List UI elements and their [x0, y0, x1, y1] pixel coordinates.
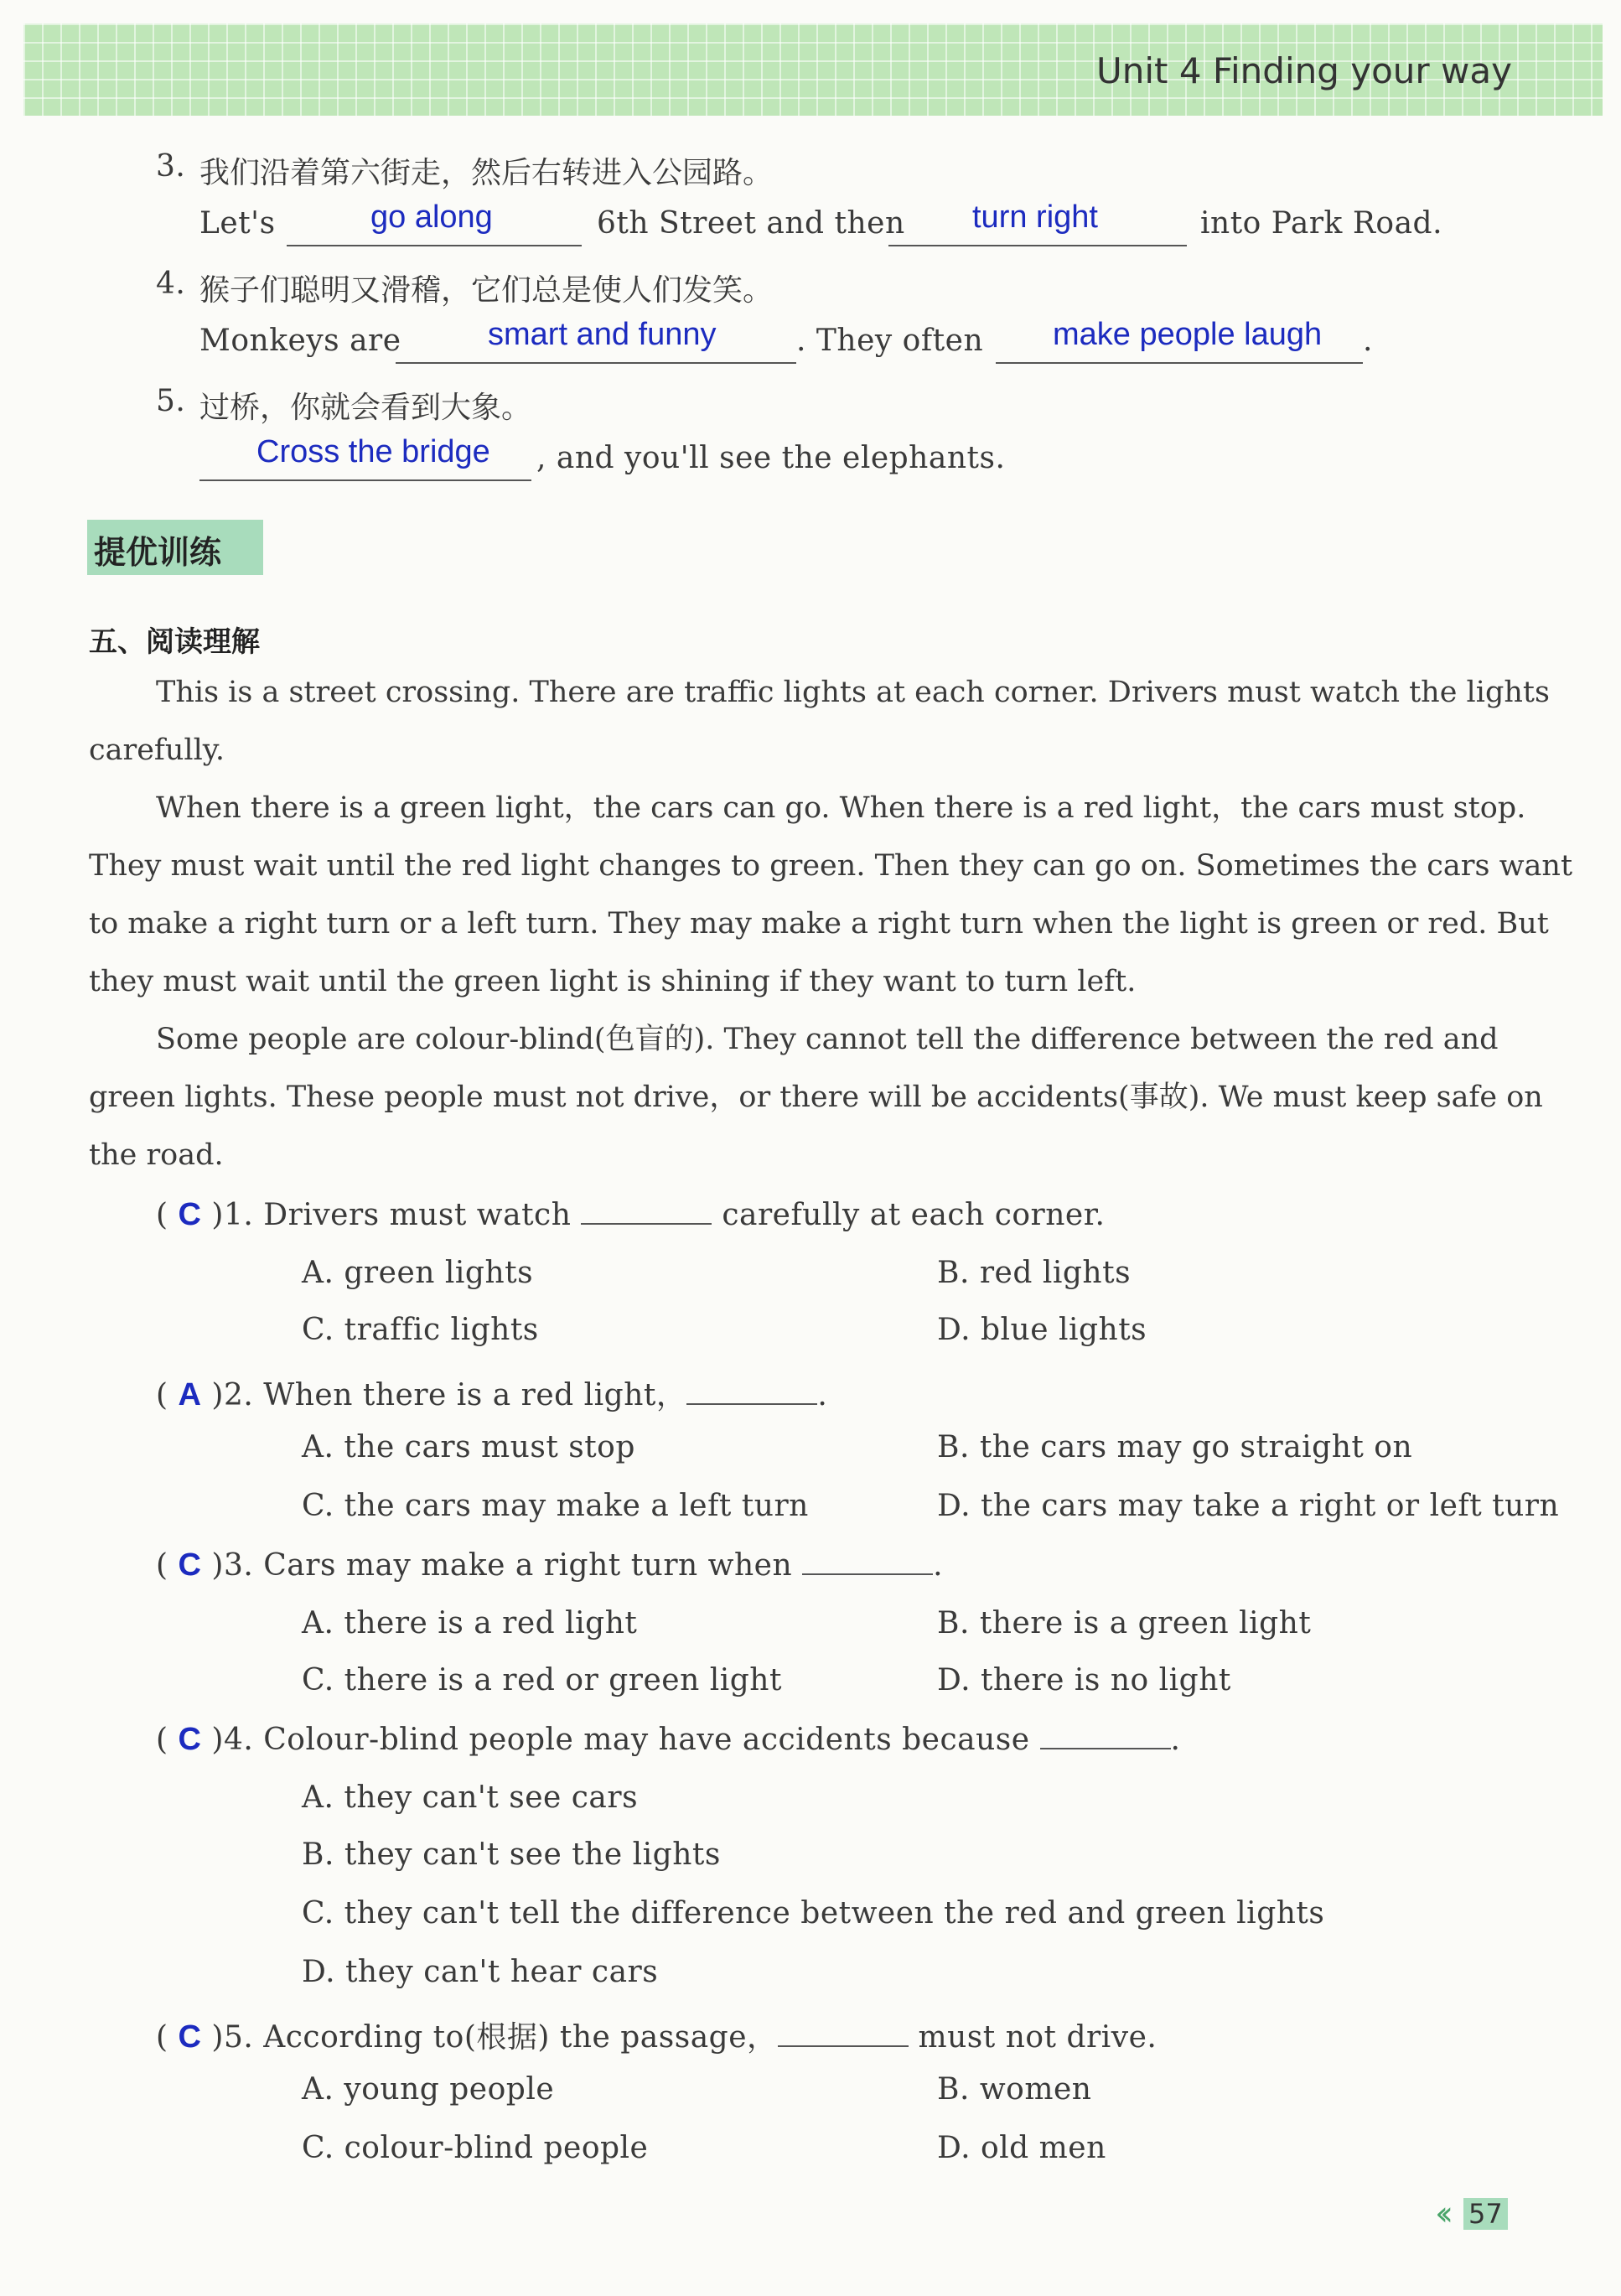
option-a: A. green lights [302, 1256, 534, 1290]
answer-mark: C [178, 2019, 202, 2055]
option-b: B. red lights [937, 1256, 1132, 1290]
q5-number: 5. [156, 384, 186, 418]
section-heading: 五、阅读理解 [89, 625, 260, 659]
passage-line: to make a right turn or a left turn. They may make a right turn when the light is green or red. But [89, 907, 1549, 941]
question-blank [1040, 1724, 1171, 1749]
option-d: D. the cars may take a right or left turn [937, 1489, 1560, 1523]
option-c: C. there is a red or green light [302, 1663, 782, 1697]
q4-text-2: . They often [796, 324, 984, 358]
question-3: ( C )3. Cars may make a right turn when . [156, 1547, 944, 1583]
question-stem: )5. According to(根据) the passage， [211, 2020, 778, 2055]
question-stem-end: . [933, 1548, 944, 1583]
answer-mark: C [178, 1197, 202, 1232]
option-d: D. they can't hear cars [302, 1955, 659, 1989]
option-a: A. there is a red light [302, 1606, 638, 1640]
q4-chinese: 猴子们聪明又滑稽，它们总是使人们发笑。 [199, 273, 774, 308]
q3-answer-2: turn right [972, 200, 1098, 235]
option-c: C. the cars may make a left turn [302, 1489, 809, 1523]
option-b: B. they can't see the lights [302, 1837, 721, 1872]
q3-text-2: 6th Street and then [597, 206, 905, 241]
option-b: B. there is a green light [937, 1606, 1312, 1640]
q5-text-1: , and you'll see the elephants. [536, 441, 1006, 475]
q3-text-1: Let's [199, 206, 276, 241]
q5-answer-1: Cross the bridge [256, 434, 490, 469]
question-5: ( C )5. According to(根据) the passage， must not drive. [156, 2019, 1157, 2055]
question-stem: )1. Drivers must watch [211, 1198, 572, 1232]
question-stem-end: carefully at each corner. [722, 1198, 1106, 1232]
q4-text-1: Monkeys are [199, 324, 401, 358]
passage-line: they must wait until the green light is shining if they want to turn left. [89, 965, 1137, 998]
q4-answer-2: make people laugh [1053, 317, 1323, 352]
answer-mark: A [178, 1377, 202, 1412]
passage-line: green lights. These people must not drive，or there will be accidents(事故). We must keep safe on [89, 1081, 1543, 1114]
unit-title: Unit 4 Finding your way [1095, 50, 1512, 91]
passage-line: Some people are colour-blind(色盲的). They cannot tell the difference between the red and [156, 1023, 1499, 1056]
answer-mark: C [178, 1547, 202, 1583]
question-blank [686, 1380, 817, 1405]
option-c: C. they can't tell the difference between the red and green lights [302, 1896, 1325, 1931]
question-stem: )3. Cars may make a right turn when [211, 1548, 793, 1583]
section-badge: 提优训练 [94, 534, 222, 571]
answer-mark: C [178, 1722, 202, 1757]
option-a: A. they can't see cars [302, 1780, 639, 1815]
passage-line: They must wait until the red light changes to green. Then they can go on. Sometimes the cars want [89, 849, 1573, 883]
q3-answer-1: go along [370, 200, 493, 235]
question-1: ( C )1. Drivers must watch carefully at each corner. [156, 1197, 1106, 1232]
question-2: ( A )2. When there is a red light， . [156, 1377, 828, 1412]
option-b: B. the cars may go straight on [937, 1430, 1413, 1464]
question-blank [802, 1550, 933, 1575]
option-c: C. colour-blind people [302, 2131, 649, 2165]
option-c: C. traffic lights [302, 1313, 539, 1347]
question-blank [581, 1200, 712, 1225]
passage-line: carefully. [89, 733, 225, 767]
q4-answer-1: smart and funny [488, 317, 717, 352]
option-b: B. women [937, 2072, 1092, 2107]
passage-line: This is a street crossing. There are traffic lights at each corner. Drivers must watch the lights [156, 676, 1550, 709]
q3-text-3: into Park Road. [1200, 206, 1443, 241]
question-4: ( C )4. Colour-blind people may have accidents because . [156, 1722, 1181, 1757]
q3-chinese: 我们沿着第六街走，然后右转进入公园路。 [199, 156, 774, 190]
option-a: A. young people [302, 2072, 555, 2107]
option-a: A. the cars must stop [302, 1430, 635, 1464]
q3-number: 3. [156, 149, 186, 184]
question-stem-end: . [1170, 1723, 1181, 1757]
question-stem-end: must not drive. [918, 2020, 1157, 2055]
q4-number: 4. [156, 267, 186, 301]
option-d: D. old men [937, 2131, 1106, 2165]
page-number: 57 [1463, 2198, 1508, 2230]
chevron-left-icon: ‹‹ [1435, 2195, 1445, 2233]
question-blank [778, 2022, 909, 2047]
passage-line: the road. [89, 1138, 224, 1172]
q4-text-3: . [1363, 324, 1373, 358]
q5-chinese: 过桥，你就会看到大象。 [199, 391, 532, 425]
question-stem: )2. When there is a red light， [211, 1378, 687, 1412]
passage-line: When there is a green light，the cars can go. When there is a red light，the cars must stop. [156, 791, 1526, 825]
option-d: D. blue lights [937, 1313, 1147, 1347]
question-stem-end: . [817, 1378, 828, 1412]
question-stem: )4. Colour-blind people may have accidents because [211, 1723, 1030, 1757]
option-d: D. there is no light [937, 1663, 1231, 1697]
